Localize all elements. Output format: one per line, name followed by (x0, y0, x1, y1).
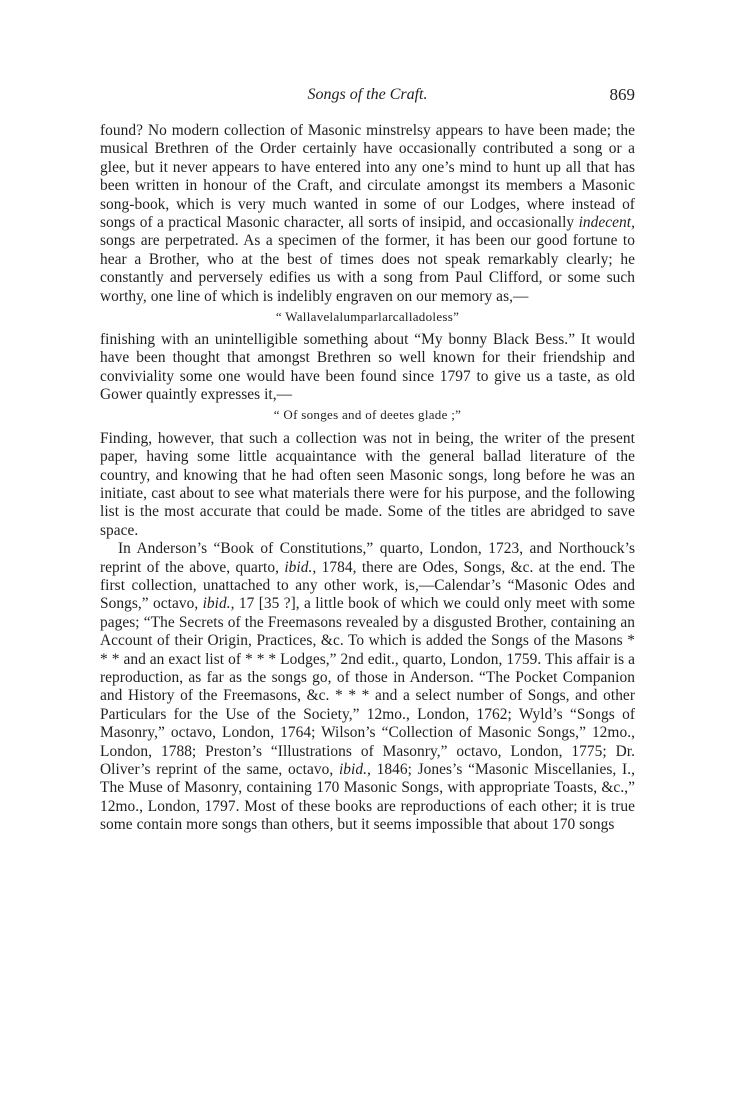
paragraph-2: finishing with an unintelligible something about “My bonny Black Bess.” It would have been thought that amongst Brethren so well known for their friendship and conviviality some one would have been found since 1797 to give us a taste, as old Gower quaintly expresses it,— (100, 331, 635, 404)
page (100, 84, 635, 835)
paragraph-4-ibid-1: ibid., (284, 558, 317, 576)
page-number: 869 (609, 85, 635, 104)
paragraph-4-text-c: 17 [35 ?], a little book of which we could only meet with some pages; “The Secrets of the Freemasons revealed by a disgusted Brother, containing an Account of their Origin, Practices, &c. To which is added the Songs of the Masons * * * and an exact list of * * * Lodges,” 2nd edit., quarto, London, 1759. This affair is a reproduction, as far as the songs go, of those in Anderson. “The Pocket Companion and History of the Freemasons, &c. * * * and a select number of Songs, and other Particulars for the Use of the Society,” 12mo., London, 1762; Wyld’s “Songs of Masonry,” octavo, London, 1764; Wilson’s “Collection of Masonic Songs,” 12mo., London, 1788; Preston’s “Illustrations of Masonry,” octavo, London, 1775; Dr. Oliver’s reprint of the same, octavo, (100, 595, 635, 778)
paragraph-4 (100, 540, 635, 835)
paragraph-4-text-a: In Anderson’s “Book of Constitutions,” quarto, London, 1723, and Northouck’s reprint of the above, quarto, (100, 540, 635, 576)
paragraph-4-text-d: 1846; Jones’s “Masonic Miscellanies, I., The Muse of Masonry, containing 170 Masonic Songs, with appropriate Toasts, &c.,” 12mo., London, 1797. Most of these books are reproductions of each other; it is true some contain more songs than others, but it seems impossible that about 170 songs (100, 761, 635, 834)
paragraph-4-ibid-3: ibid., (338, 761, 371, 778)
quotation-2: “ Of songes and of deetes glade ;” (273, 406, 462, 422)
paragraph-1 (100, 122, 635, 306)
paragraph-3: Finding, however, that such a collection was not in being, the writer of the present paper, having some little acquaintance with the general ballad literature of the country, and knowing that he had often seen Masonic songs, long before he was an initiate, cast about to see what materials there were for his purpose, and the following list is the most accurate that could be made. Some of the titles are abridged to save space. (100, 429, 635, 539)
paragraph-4-ibid-2: ibid., (202, 595, 235, 613)
paragraph-1-text-a: found? No modern collection of Masonic minstrelsy appears to have been made; the musical Brethren of the Order certainly have occasionally contributed a song or a glee, but it never appears to have entered into any one’s mind to hunt up all that has been written in honour of the Craft, and circulate amongst its members a Masonic song-book, which is very much wanted in some of our Lodges, where instead of songs of a practical Masonic character, all sorts of insipid, and occasionally (100, 122, 635, 232)
running-head (100, 84, 635, 108)
quotation-1: “ Wallavelalumparlarcalladoless” (275, 309, 460, 325)
running-title: Songs of the Craft. (307, 86, 428, 103)
paragraph-1-text-b: songs are perpetrated. As a specimen of the former, it has been our good fortune to hear a Brother, who at the best of times does not speak remarkably clearly; he constantly and perversely edifies us with a song from Paul Clifford, or some such worthy, one line of which is indelibly engraven on our memory as,— (100, 232, 635, 305)
paragraph-4-text-b: 1784, there are Odes, Songs, &c. at the end. The first collection, unattached to any other work, is,—Calendar’s “Masonic Odes and Songs,” octavo, (100, 558, 636, 613)
paragraph-1-emphasis: indecent, (578, 214, 635, 232)
